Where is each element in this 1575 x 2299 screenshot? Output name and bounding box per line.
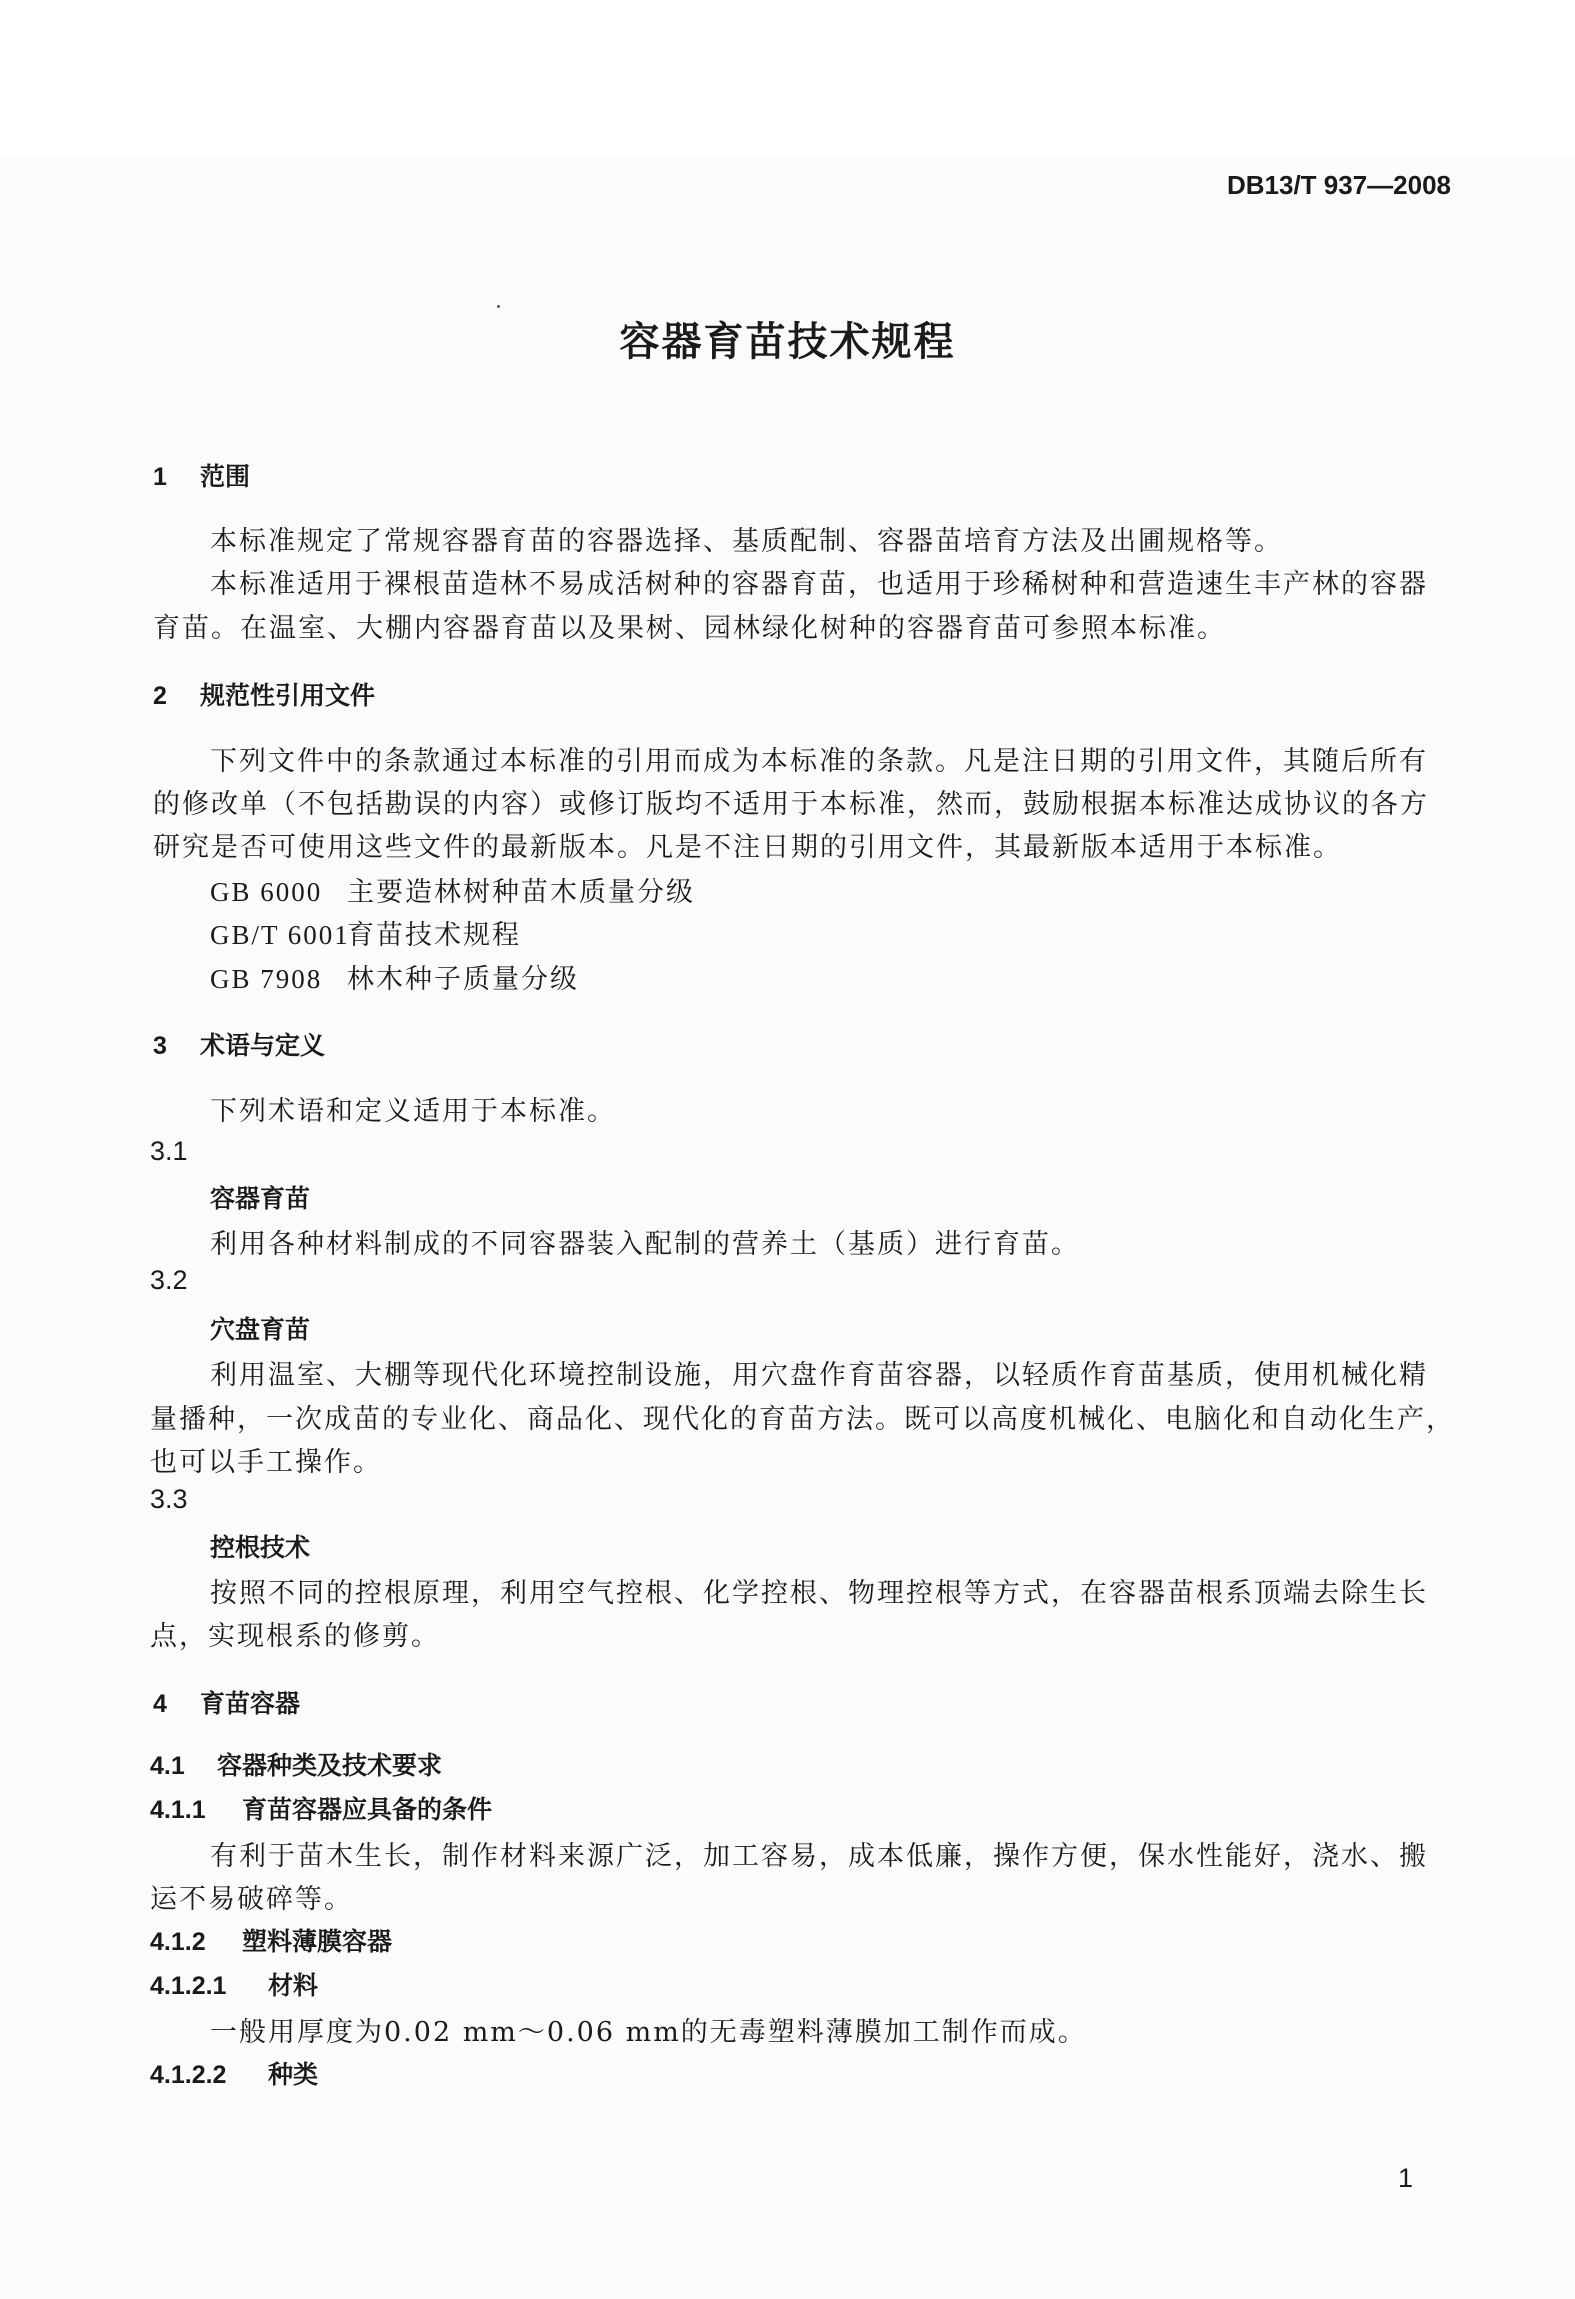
section-4-heading: [153, 1684, 300, 1720]
reference-name: 主要造林树种苗木质量分级: [347, 877, 695, 908]
paragraph: 本标准适用于裸根苗造林不易成活树种的容器育苗，也适用于珍稀树种和营造速生丰产林的容器: [210, 569, 1428, 600]
term-name: 容器育苗: [210, 1184, 311, 1213]
term-definition: 利用各种材料制成的不同容器装入配制的营养土（基质）进行育苗。: [210, 1229, 1080, 1260]
reference-name: 林木种子质量分级: [347, 964, 579, 995]
subsection-heading: [150, 1966, 318, 2002]
section-title: 塑料薄膜容器: [242, 1927, 393, 1956]
term-definition: 利用温室、大棚等现代化环境控制设施，用穴盘作育苗容器，以轻质作育苗基质，使用机械化精: [210, 1360, 1428, 1391]
reference-code: GB 6000: [210, 877, 323, 907]
section-title: 育苗容器: [200, 1689, 301, 1718]
paragraph: 一般用厚度为0.02 mm～0.06 mm的无毒塑料薄膜加工制作而成。: [210, 2017, 1087, 2048]
section-title: 术语与定义: [200, 1031, 326, 1060]
term-name: 穴盘育苗: [210, 1315, 311, 1344]
subsection-heading: [150, 1790, 492, 1826]
term-name: 控根技术: [210, 1533, 311, 1562]
paragraph: 的修改单（不包括勘误的内容）或修订版均不适用于本标准，然而，鼓励根据本标准达成协议的各方: [153, 789, 1429, 820]
reference-item: [210, 870, 695, 909]
subsection-heading: [150, 1922, 392, 1958]
section-2-heading: [153, 676, 375, 712]
standard-code: DB13/T 937—2008: [1226, 170, 1451, 200]
reference-name: 育苗技术规程: [347, 920, 521, 951]
section-title: 种类: [268, 2060, 319, 2089]
section-title: 材料: [268, 1971, 319, 2000]
paragraph: 运不易破碎等。: [150, 1884, 353, 1915]
paragraph: 研究是否可使用这些文件的最新版本。凡是不注日期的引用文件，其最新版本适用于本标准。: [153, 832, 1342, 863]
reference-code: GB 7908: [210, 964, 323, 994]
section-title: 范围: [200, 462, 251, 491]
reference-code: GB/T 6001: [210, 920, 350, 950]
paragraph: 育苗。在温室、大棚内容器育苗以及果树、园林绿化树种的容器育苗可参照本标准。: [153, 613, 1226, 644]
section-number: 4: [153, 1690, 167, 1718]
section-number: 4.1.1: [150, 1796, 206, 1824]
subsection-heading: [150, 2055, 318, 2091]
clause-number: 3.3: [150, 1484, 188, 1514]
document-title: 容器育苗技术规程: [619, 319, 956, 365]
section-3-heading: [153, 1026, 325, 1062]
section-1-heading: [153, 457, 250, 493]
subsection-heading: [150, 1746, 442, 1782]
clause-number: 3.1: [150, 1136, 188, 1166]
paragraph: 有利于苗木生长，制作材料来源广泛，加工容易，成本低廉，操作方便，保水性能好，浇水、搬: [210, 1841, 1428, 1872]
section-number: 4.1.2: [150, 1928, 206, 1956]
term-definition: 量播种，一次成苗的专业化、商品化、现代化的育苗方法。既可以高度机械化、电脑化和自动化生产，: [150, 1404, 1455, 1435]
scan-speck: [497, 305, 500, 308]
section-number: 2: [153, 682, 167, 710]
section-number: 4.1.2.2: [150, 2061, 227, 2089]
section-number: 4.1.2.1: [150, 1972, 227, 2000]
section-title: 育苗容器应具备的条件: [242, 1795, 493, 1824]
paragraph: 下列术语和定义适用于本标准。: [210, 1096, 616, 1127]
paragraph: 下列文件中的条款通过本标准的引用而成为本标准的条款。凡是注日期的引用文件，其随后所有: [210, 746, 1428, 777]
section-title: 容器种类及技术要求: [217, 1751, 443, 1780]
section-title: 规范性引用文件: [200, 681, 376, 710]
term-definition: 也可以手工操作。: [150, 1447, 382, 1478]
term-definition: 按照不同的控根原理，利用空气控根、化学控根、物理控根等方式，在容器苗根系顶端去除生长: [210, 1578, 1428, 1609]
reference-item: [210, 957, 579, 996]
page-number: 1: [1398, 2163, 1414, 2193]
section-number: 3: [153, 1032, 167, 1060]
paragraph: 本标准规定了常规容器育苗的容器选择、基质配制、容器苗培育方法及出圃规格等。: [210, 526, 1283, 557]
term-definition: 点，实现根系的修剪。: [150, 1621, 440, 1652]
section-number: 4.1: [150, 1752, 185, 1780]
reference-item: [210, 913, 521, 952]
section-number: 1: [153, 463, 167, 491]
clause-number: 3.2: [150, 1265, 188, 1295]
